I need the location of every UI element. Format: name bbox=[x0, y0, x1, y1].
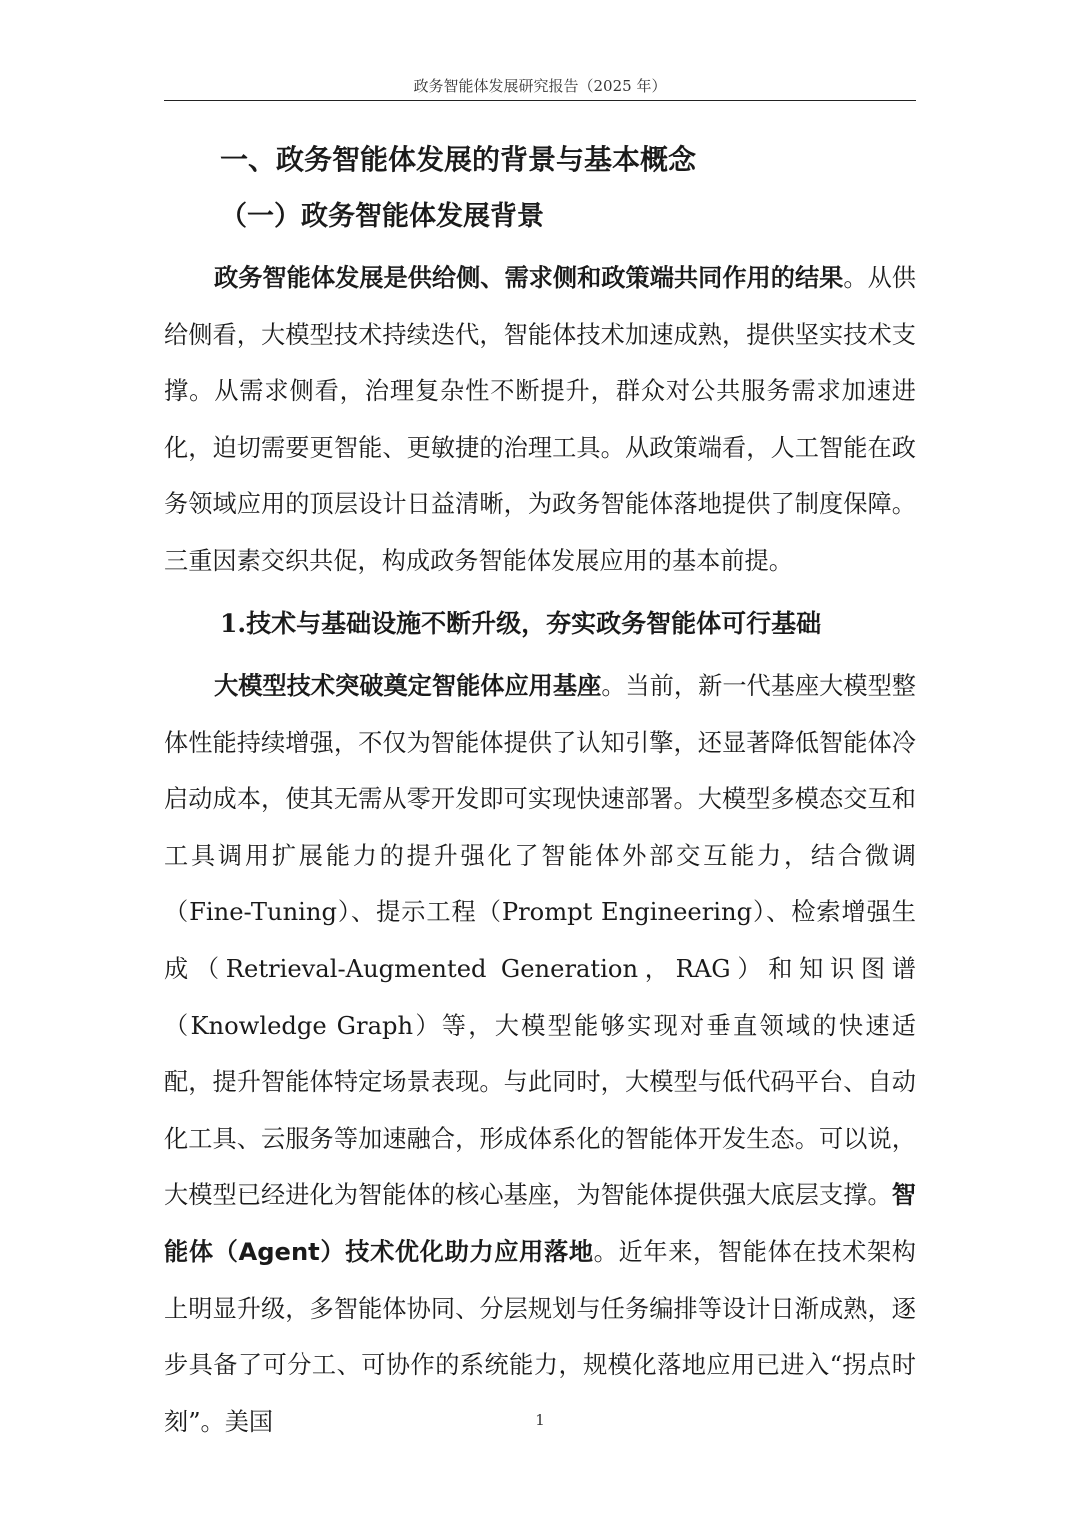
paragraph-technology bbox=[164, 658, 916, 1450]
paragraph-lead: 大模型技术突破奠定智能体应用基座 bbox=[214, 672, 602, 700]
paragraph-body: 。近年来，智能体在技术架构上明显升级，多智能体协同、分层规划与任务编排等设计日渐成熟，逐步具备了可分工、可协作的系统能力，规模化落地应用已进入“拐点时刻”。美国 bbox=[164, 1237, 916, 1436]
paragraph-body: 。从供给侧看，大模型技术持续迭代，智能体技术加速成熟，提供坚实技术支撑。从需求侧看，治理复杂性不断提升，群众对公共服务需求加速进化，迫切需要更智能、更敏捷的治理工具。从政策端看，人工智能在政务领域应用的顶层设计日益清晰，为政务智能体落地提供了制度保障。三重因素交织共促，构成政务智能体发展应用的基本前提。 bbox=[164, 264, 916, 575]
section-heading: 一、政务智能体发展的背景与基本概念 bbox=[220, 143, 697, 176]
paragraph-lead: 智能体（Agent）技术优化助力应用落地 bbox=[164, 1181, 916, 1266]
paragraph-lead: 政务智能体发展是供给侧、需求侧和政策端共同作用的结果 bbox=[214, 264, 844, 292]
paragraph-body: 。当前，新一代基座大模型整体性能持续增强，不仅为智能体提供了认知引擎，还显著降低智能体冷启动成本，使其无需从零开发即可实现快速部署。大模型多模态交互和工具调用扩展能力的提升强化了智能体外部交互能力，结合微调（Fine-Tuning）、提示工程（Prompt Engineering）、检索增强生成（Retrieval-Augmented Generation，RAG）和知识图谱（Knowledge Graph）等，大模型能够实现对垂直领域的快速适配，提升智能体特定场景表现。与此同时，大模型与低代码平台、自动化工具、云服务等加速融合，形成体系化的智能体开发生态。可以说，大模型已经进化为智能体的核心基座，为智能体提供强大底层支撑。 bbox=[164, 672, 916, 1210]
subsection-title: 1.技术与基础设施不断升级，夯实政务智能体可行基础 bbox=[220, 609, 822, 638]
subsection-heading: （一）政务智能体发展背景 bbox=[220, 201, 544, 232]
header-divider bbox=[164, 100, 916, 101]
running-header: 政务智能体发展研究报告（2025 年） bbox=[413, 77, 667, 95]
paragraph-background bbox=[164, 250, 916, 590]
page-number: 1 bbox=[535, 1411, 545, 1429]
